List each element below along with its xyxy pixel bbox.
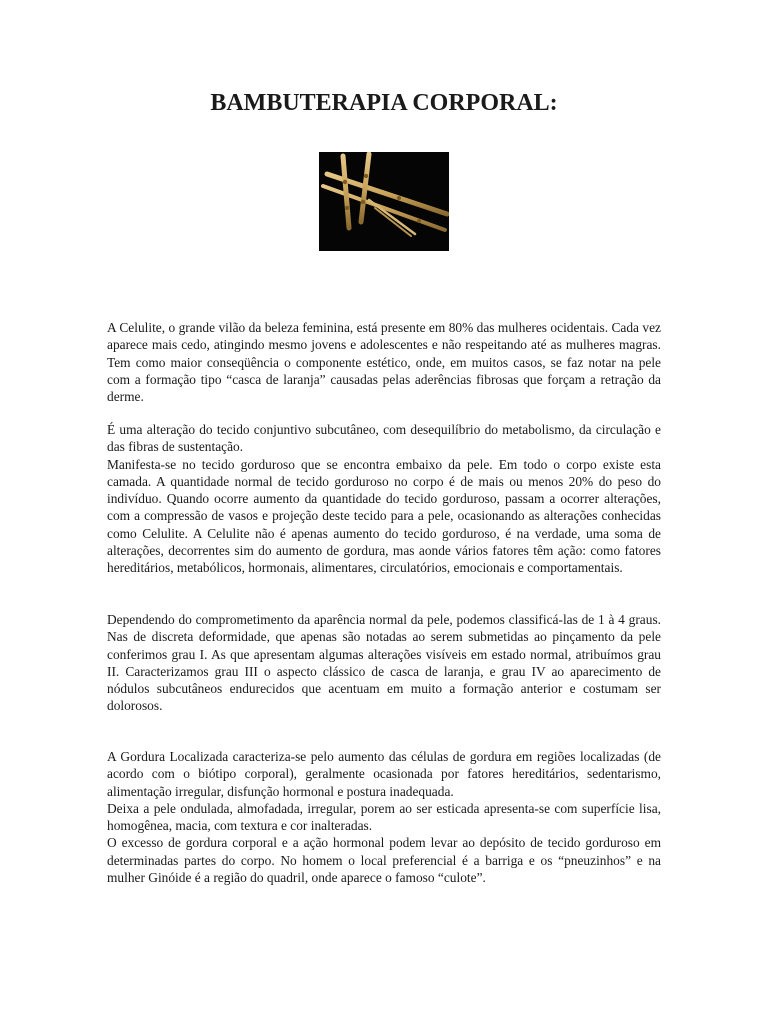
document-title: BAMBUTERAPIA CORPORAL: [210,90,558,116]
cellulite-definition-section [107,421,661,577]
paragraph-cellulite-manifestation: Manifesta-se no tecido gorduroso que se encontra embaixo da pele. Em todo o corpo existe esta camada. A quantidade normal de tecido gorduroso no corpo é de mais ou menos 20% do peso do indivíduo. Quando ocorre aumento da quantidade do tecido gorduroso, passam a ocorrer alterações, com a compressão de vasos e projeção deste tecido para a pele, ocasionando as alterações conhecidas como Celulite. A Celulite não é apenas aumento do tecido gorduroso, é na verdade, uma soma de alterações, decorrentes sim do aumento de gordura, mas aonde vários fatores têm ação: como fatores hereditários, metabólicos, hormonais, alimentares, circulatórios, emocionais e comportamentais. [107,456,661,576]
paragraph-skin-appearance: Deixa a pele ondulada, almofadada, irregular, porem ao ser esticada apresenta-se com superfície lisa, homogênea, macia, com textura e cor inalteradas. [107,800,661,834]
paragraph-fat-deposits: O excesso de gordura corporal e a ação hormonal podem levar ao depósito de tecido gorduroso em determinadas partes do corpo. No homem o local preferencial é a barriga e os “pneuzinhos” e na mulher Ginóide é a região do quadril, onde aparece o famoso “culote”. [107,835,661,886]
bamboo-sticks-illustration [319,152,449,251]
paragraph-cellulite-grades: Dependendo do comprometimento da aparência normal da pele, podemos classificá-las de 1 à 4 graus. Nas de discreta deformidade, que apenas são notadas ao serem submetidas ao pinçamento da pele conferimos grau I. As que apresentam algumas alterações visíveis em estado normal, atribuímos grau II. Caracterizamos grau III o aspecto clássico de casca de laranja, e grau IV ao aparecimento de nódulos subcutâneos endurecidos que acentuam em muito a formação anterior e costumam ser dolorosos. [107,612,661,714]
paragraph-cellulite-intro: A Celulite, o grande vilão da beleza feminina, está presente em 80% das mulheres ocidentais. Cada vez aparece mais cedo, atingindo mesmo jovens e adolescentes e não respeitando até as mulheres magras. Tem como maior conseqüência o componente estético, onde, em muitos casos, se faz notar na pele com a formação tipo “casca de laranja” causadas pelas aderências fibrosas que forçam a retração da derme. [107,320,661,405]
paragraph-cellulite-definition: É uma alteração do tecido conjuntivo subcutâneo, com desequilíbrio do metabolismo, da circulação e das fibras de sustentação. [107,422,661,455]
cellulite-intro-section [107,319,661,405]
cellulite-grades-section [107,611,661,715]
localized-fat-section [107,748,661,886]
bamboo-sticks-image [319,152,449,251]
paragraph-localized-fat: A Gordura Localizada caracteriza-se pelo aumento das células de gordura em regiões localizadas (de acordo com o biótipo corporal), geralmente ocasionada por fatores hereditários, sedentarismo, alimentação irregular, disfunção hormonal e postura inadequada. [107,749,661,799]
